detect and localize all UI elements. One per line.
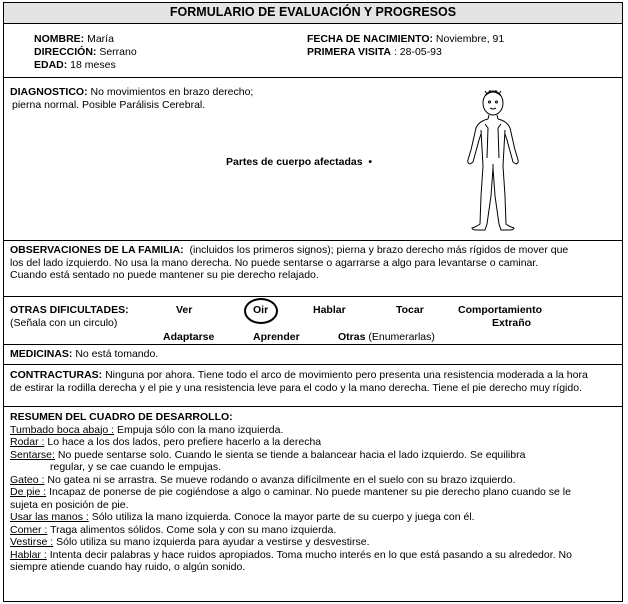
list-item: Vestirse : Sólo utiliza su mano izquierda para ayudar a vestirse y desvestirse.	[10, 536, 370, 548]
address-row: DIRECCIÓN: Serrano	[34, 46, 137, 58]
bullet-mark: •	[368, 156, 373, 168]
list-item-continuation: sujeta en posición de pie.	[10, 498, 129, 511]
circle-instruction: (Señala con un circulo)	[10, 317, 118, 329]
birthdate-row: FECHA DE NACIMIENTO: Noviembre, 91	[307, 33, 505, 45]
development-summary-section	[4, 407, 622, 574]
development-summary-title: RESUMEN DEL CUADRO DE DESARROLLO:	[10, 411, 233, 423]
list-item: Gateo : No gatea ni se arrastra. Se mueve rodando o avanza difícilmente en el suelo con su brazo izquierdo.	[10, 473, 516, 486]
list-item: Rodar : Lo hace a los dos lados, pero prefiere hacerlo a la derecha	[10, 436, 322, 448]
option-adaptarse: Adaptarse	[163, 331, 215, 343]
other-difficulties-section	[4, 297, 622, 345]
contractures-section	[4, 365, 622, 407]
observations-line-1: OBSERVACIONES DE LA FAMILIA: (incluidos los primeros signos); pierna y brazo derecho más rígidos de mover que	[10, 244, 569, 256]
diagnosis-line-2: pierna normal. Posible Parálisis Cerebral.	[12, 99, 206, 111]
option-otras: Otras (Enumerarlas)	[338, 331, 435, 343]
diagnosis-section	[4, 78, 622, 241]
first-visit-row: PRIMERA VISITA : 28-05-93	[307, 46, 442, 58]
family-observations-section	[4, 241, 622, 297]
list-item: De pie : Incapaz de ponerse de pie cogiéndose a algo o caminar. No puede mantener su pie derecho plano cuando se le	[10, 486, 571, 498]
age-value: 18 meses	[70, 59, 116, 71]
medications-section	[4, 345, 622, 365]
list-item-continuation: siempre atiende cuando hay ruido, o algún sonido.	[10, 561, 246, 573]
address-value: Serrano	[99, 46, 137, 58]
affected-body-parts-label: Partes de cuerpo afectadas •	[226, 156, 373, 168]
list-item: Tumbado boca abajo : Empuja sólo con la mano izquierda.	[10, 423, 284, 436]
contractures-line-1: CONTRACTURAS: Ninguna por ahora. Tiene todo el arco de movimiento pero presenta una resistencia moderada a la hora	[10, 369, 588, 381]
observations-line-3: Cuando está sentado no puede mantener su pie derecho relajado.	[10, 269, 319, 281]
list-item: Usar las manos : Sólo utiliza la mano izquierda. Conoce la mayor parte de su cuerpo y juega con él.	[10, 511, 475, 523]
name-row: NOMBRE: María	[34, 33, 114, 45]
list-item: Hablar : Intenta decir palabras y hace ruidos apropiados. Toma mucho interés en lo que está pasando a su alrededor. No	[10, 548, 572, 561]
list-item: Sentarse: No puede sentarse solo. Cuando le sienta se tiende a balancear hacia el lado izquierdo. Se equilibra	[10, 448, 526, 461]
option-oir: Oir	[253, 304, 269, 316]
option-hablar: Hablar	[313, 304, 346, 316]
age-row: EDAD: 18 meses	[34, 59, 116, 71]
patient-info-section	[4, 24, 622, 78]
first-visit-value: : 28-05-93	[393, 46, 442, 58]
selection-circle	[244, 298, 278, 324]
name-value: María	[87, 33, 114, 45]
form-title: FORMULARIO DE EVALUACIÓN Y PROGRESOS	[4, 3, 622, 24]
option-comportamiento-extrano: Extraño	[492, 317, 532, 329]
option-ver: Ver	[176, 304, 193, 316]
list-item-continuation: regular, y se cae cuando le empujas.	[50, 461, 222, 473]
medications-text: No está tomando.	[75, 348, 159, 360]
medications-label: MEDICINAS:	[10, 348, 73, 360]
list-item: Comer : Traga alimentos sólidos. Come sola y con su mano izquierda.	[10, 523, 337, 536]
contractures-line-2: de estirar la rodilla derecha y el pie y una resistencia leve para el codo y la mano derecha. Tiene el pie derecho muy rígido.	[10, 381, 582, 394]
observations-line-2: los del lado izquierdo. No usa la mano derecha. No puede sentarse o agarrarse a algo para levantarse o caminar.	[10, 256, 539, 269]
birthdate-value: Noviembre, 91	[435, 33, 505, 45]
evaluation-form	[3, 2, 623, 602]
option-comportamiento: Comportamiento	[458, 304, 542, 316]
body-outline-icon	[463, 88, 523, 232]
option-aprender: Aprender	[253, 331, 300, 343]
option-tocar: Tocar	[396, 304, 424, 316]
other-difficulties-label: OTRAS DIFICULTADES:	[10, 304, 129, 316]
diagnosis-line-1: DIAGNOSTICO: No movimientos en brazo derecho;	[10, 86, 254, 98]
